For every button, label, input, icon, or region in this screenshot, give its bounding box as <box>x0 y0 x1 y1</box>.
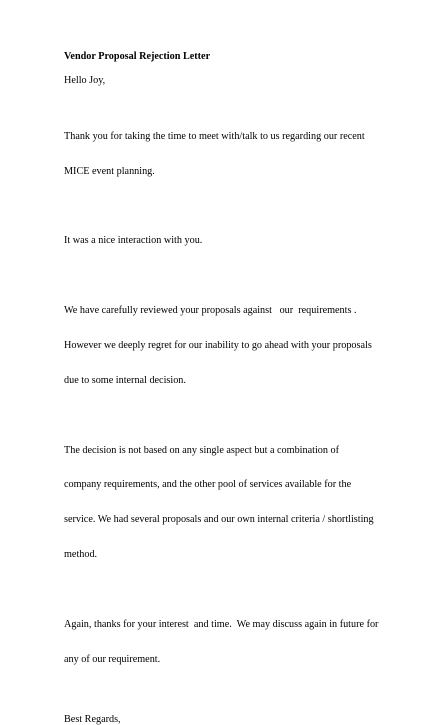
paragraph-line: The decision is not based on any single aspect but a combination of <box>64 445 394 457</box>
paragraph-line: It was a nice interaction with you. <box>64 235 394 247</box>
paragraph-line: due to some internal decision. <box>64 375 394 387</box>
paragraph-thanks-again <box>64 596 394 689</box>
salutation: Hello Joy, <box>64 75 394 87</box>
paragraph-review <box>64 282 394 410</box>
letter-body <box>64 51 394 725</box>
paragraph-line: MICE event planning. <box>64 166 394 178</box>
paragraph-line: any of our requirement. <box>64 654 394 666</box>
paragraph-line: Again, thanks for your interest and time. We may discuss again in future for <box>64 619 394 631</box>
paragraph-line: We have carefully reviewed your proposals against our requirements . <box>64 305 394 317</box>
paragraph-line: However we deeply regret for our inability to go ahead with your proposals <box>64 340 394 352</box>
paragraph-interaction <box>64 212 394 270</box>
paragraph-line: service. We had several proposals and our own internal criteria / shortlisting <box>64 514 394 526</box>
paragraph-line: company requirements, and the other pool of services available for the <box>64 479 394 491</box>
paragraph-line: method. <box>64 549 394 561</box>
letter-title: Vendor Proposal Rejection Letter <box>64 51 394 63</box>
paragraph-thanks <box>64 108 394 201</box>
closing: Best Regards, <box>64 714 394 725</box>
paragraph-line: Thank you for taking the time to meet with/talk to us regarding our recent <box>64 131 394 143</box>
paragraph-decision <box>64 421 394 583</box>
